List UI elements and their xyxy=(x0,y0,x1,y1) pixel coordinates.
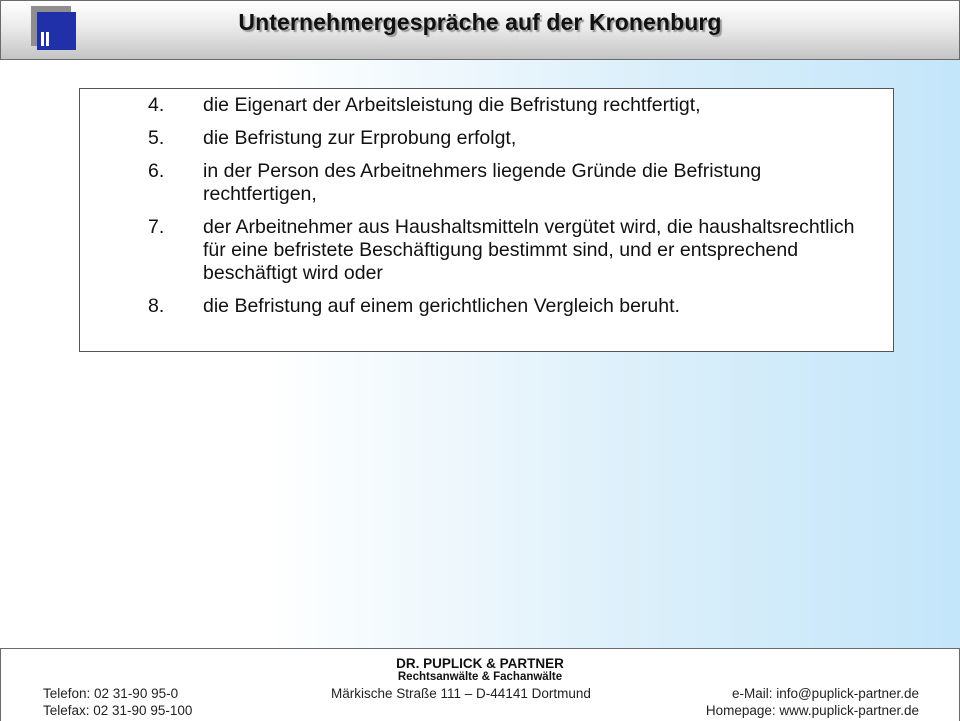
header-bar xyxy=(0,0,960,60)
homepage-link[interactable]: Homepage: www.puplick-partner.de xyxy=(705,703,919,718)
list-item xyxy=(80,160,893,206)
numbered-list xyxy=(80,94,893,328)
email-address[interactable]: e-Mail: info@puplick-partner.de xyxy=(731,686,919,701)
address: Märkische Straße 111 – D-44141 Dortmund xyxy=(331,686,591,701)
item-text: in der Person des Arbeitnehmers liegende Gründe die Befristung rechtfertigen, xyxy=(203,160,762,205)
item-number: 7. xyxy=(148,216,165,238)
list-item xyxy=(80,94,893,117)
item-text: die Befristung zur Erprobung erfolgt, xyxy=(203,127,517,149)
content-box xyxy=(79,88,894,352)
list-item xyxy=(80,295,893,318)
item-number: 4. xyxy=(148,94,165,116)
list-item xyxy=(80,127,893,150)
fax-number: Telefax: 02 31-90 95-100 xyxy=(43,703,193,718)
footer xyxy=(0,648,960,721)
phone-number: Telefon: 02 31-90 95-0 xyxy=(43,686,179,701)
page-title: Unternehmergespräche auf der Kronenburg xyxy=(238,9,722,35)
item-number: 6. xyxy=(148,160,165,182)
item-text: die Eigenart der Arbeitsleistung die Befristung rechtfertigt, xyxy=(203,94,701,116)
item-number: 8. xyxy=(148,295,165,317)
item-text: die Befristung auf einem gerichtlichen Vergleich beruht. xyxy=(203,295,680,317)
item-text: der Arbeitnehmer aus Haushaltsmitteln vergütet wird, die haushaltsrechtlich für eine befristete Beschäftigung bestimmt sind, und er entsprechend beschäftigt wird oder xyxy=(203,216,855,284)
item-number: 5. xyxy=(148,127,165,149)
firm-subtitle: Rechtsanwälte & Fachanwälte xyxy=(397,671,563,683)
firm-name: DR. PUPLICK & PARTNER xyxy=(396,656,564,671)
list-item xyxy=(80,216,893,285)
